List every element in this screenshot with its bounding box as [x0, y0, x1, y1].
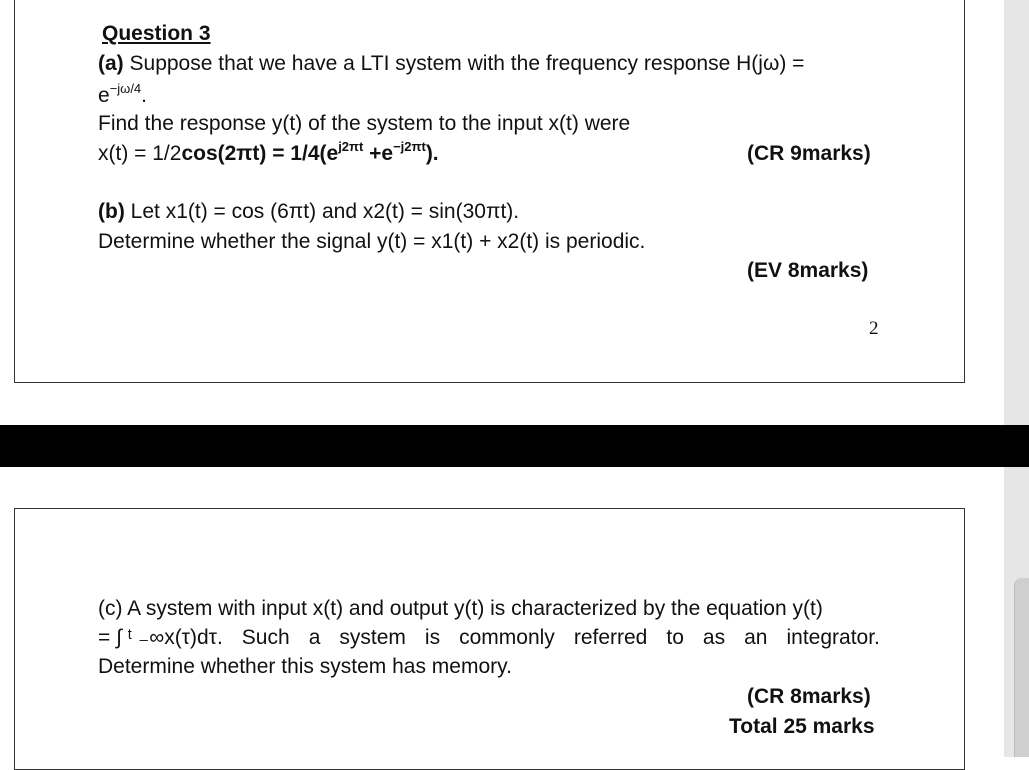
part-c-line2-word: commonly [459, 626, 555, 649]
part-c-line2-word: referred [573, 626, 648, 649]
part-c-line2-word: as [702, 626, 726, 649]
part-b-label: (b) [98, 200, 125, 223]
part-a-marks: (CR 9marks) [747, 142, 871, 165]
part-c-line2-word: system [339, 626, 406, 649]
total-marks: Total 25 marks [729, 715, 875, 738]
part-c-line2 [98, 625, 880, 651]
page-gap-band [0, 425, 1029, 467]
scroll-handle[interactable] [1014, 578, 1029, 757]
part-a-input-equation: $x(t) = 1/2\cos(2\pi t) = 1/4(e^{j2\pi t} +e^{-j2\pi t})$. [98, 139, 439, 165]
part-a-line3: Find the response y(t) of the system to the input x(t) were [98, 112, 631, 135]
part-c-line2-word: Such [241, 626, 290, 649]
part-b-line2: Determine whether the signal y(t) = x1(t) + x2(t) is periodic. [98, 230, 646, 253]
part-a-line1: (a) Suppose that we have a LTI system with the frequency response H(jω) = [98, 52, 805, 75]
part-b-marks: (EV 8marks) [747, 259, 869, 282]
part-c-line2-word: integrator. [786, 626, 880, 649]
part-c-line2-word: to [666, 626, 684, 649]
part-c-line2-word: = ∫ ᵗ ₋∞x(τ)dτ. [98, 626, 223, 649]
part-c-marks: (CR 8marks) [747, 685, 871, 708]
part-c-line3: Determine whether this system has memory. [98, 655, 512, 678]
page-number: 2 [869, 318, 879, 339]
part-c-line1: (c) A system with input x(t) and output y(t) is characterized by the equation y(t) [98, 597, 823, 620]
part-a-line2: $e^{-j\omega/4}$. [98, 81, 148, 107]
question-title: Question 3 [102, 22, 211, 45]
viewer-margin [1004, 0, 1029, 425]
part-c-line2-word: is [424, 626, 441, 649]
part-b-line1: (b) Let x1(t) = cos (6πt) and x2(t) = sin(30πt). [98, 200, 520, 223]
part-c-line2-word: an [744, 626, 768, 649]
part-c-line2-word: a [308, 626, 321, 649]
part-a-label: (a) [98, 52, 124, 75]
